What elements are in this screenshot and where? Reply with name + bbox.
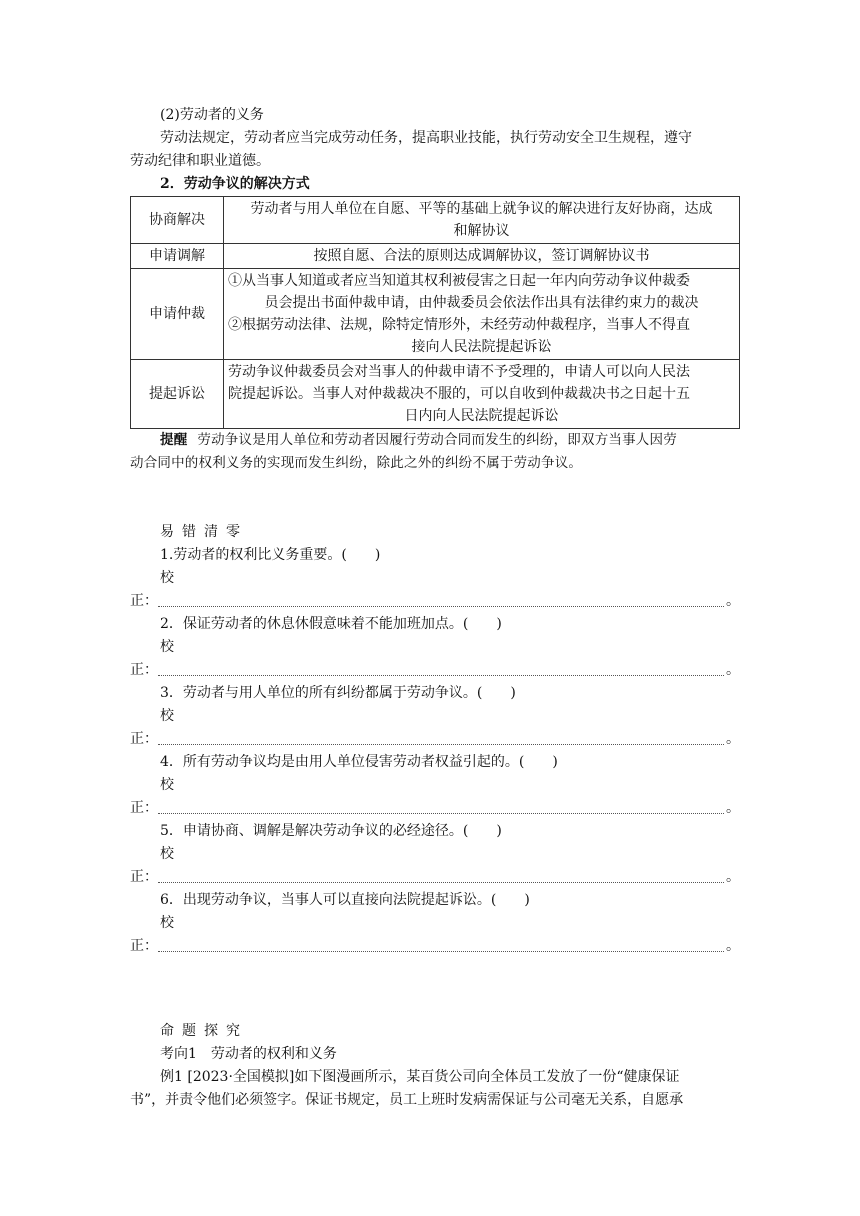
end-mark: 。 xyxy=(726,662,740,678)
error-clear-heading: 易错清零 xyxy=(160,524,248,540)
obligation-body-line1: 劳动法规定，劳动者应当完成劳动任务，提高职业技能，执行劳动安全卫生规程，遵守 xyxy=(160,130,692,146)
cell-line: 员会提出书面仲裁申请，由仲裁委员会依法作出具有法律约束力的裁决 xyxy=(264,295,699,311)
error-item xyxy=(130,820,740,889)
correction-label-top: 校 xyxy=(160,846,174,862)
tip-text: 劳动争议是用人单位和劳动者因履行劳动合同而发生的纠纷，即双方当事人因劳 xyxy=(197,432,677,448)
answer-blank[interactable] xyxy=(158,674,724,676)
error-item xyxy=(130,613,740,682)
table-cell-content xyxy=(224,244,740,269)
table-cell-label: 协商解决 xyxy=(131,197,224,244)
table-cell-label: 申请仲裁 xyxy=(131,269,224,360)
table-cell-content xyxy=(224,197,740,244)
end-mark: 。 xyxy=(726,869,740,885)
tip-label: 提醒 xyxy=(160,432,188,448)
correction-label-top: 校 xyxy=(160,639,174,655)
cell-line: 接向人民法院提起诉讼 xyxy=(411,339,552,355)
end-mark: 。 xyxy=(726,731,740,747)
cell-line: 劳动者与用人单位在自愿、平等的基础上就争议的解决进行友好协商，达成 xyxy=(250,201,713,217)
correction-row[interactable] xyxy=(130,935,740,958)
error-item-text: 4．所有劳动争议均是由用人单位侵害劳动者权益引起的。( ) xyxy=(160,754,558,770)
obligation-body-line2: 劳动纪律和职业道德。 xyxy=(130,153,270,169)
cell-line: 日内向人民法院提起诉讼 xyxy=(404,408,559,424)
error-item-text: 2．保证劳动者的休息休假意味着不能加班加点。( ) xyxy=(160,616,502,632)
correction-label-top: 校 xyxy=(160,570,174,586)
table-row xyxy=(131,197,740,244)
end-mark: 。 xyxy=(726,938,740,954)
dispute-heading: 2．劳动争议的解决方式 xyxy=(160,176,310,192)
correction-row[interactable] xyxy=(130,866,740,889)
answer-blank[interactable] xyxy=(158,950,724,952)
table-cell-label: 申请调解 xyxy=(131,244,224,269)
answer-blank[interactable] xyxy=(158,812,724,814)
inquiry-heading: 命题探究 xyxy=(160,1023,248,1039)
document-page xyxy=(130,104,740,1112)
error-item xyxy=(130,544,740,613)
cell-line: 院提起诉讼。当事人对仲裁裁决不服的，可以自收到仲裁裁决书之日起十五 xyxy=(228,386,690,402)
cell-line: ①从当事人知道或者应当知道其权利被侵害之日起一年内向劳动争议仲裁委 xyxy=(228,273,690,289)
correction-label-bottom: 正： xyxy=(130,662,158,678)
correction-label-top: 校 xyxy=(160,915,174,931)
correction-label-top: 校 xyxy=(160,777,174,793)
error-item xyxy=(130,751,740,820)
end-mark: 。 xyxy=(726,800,740,816)
error-item xyxy=(130,682,740,751)
correction-row[interactable] xyxy=(130,797,740,820)
dispute-table xyxy=(130,196,740,429)
error-item-text: 6．出现劳动争议，当事人可以直接向法院提起诉讼。( ) xyxy=(160,892,530,908)
answer-blank[interactable] xyxy=(158,743,724,745)
table-cell-label: 提起诉讼 xyxy=(131,360,224,429)
example-line1: 例1 [2023·全国模拟]如下图漫画所示，某百货公司向全体员工发放了一份“健康保证 xyxy=(160,1069,680,1085)
correction-label-bottom: 正： xyxy=(130,593,158,609)
cell-line: ②根据劳动法律、法规，除特定情形外，未经劳动仲裁程序，当事人不得直 xyxy=(228,317,690,333)
table-cell-content xyxy=(224,269,740,360)
tip-line1 xyxy=(130,429,740,452)
error-item-text: 5．申请协商、调解是解决劳动争议的必经途径。( ) xyxy=(160,823,502,839)
table-row xyxy=(131,244,740,269)
table-cell-content xyxy=(224,360,740,429)
inquiry-direction: 考向1 劳动者的权利和义务 xyxy=(160,1046,337,1062)
error-item-text: 1.劳动者的权利比义务重要。( ) xyxy=(160,547,381,563)
answer-blank[interactable] xyxy=(158,605,724,607)
error-item xyxy=(130,889,740,958)
correction-row[interactable] xyxy=(130,659,740,682)
cell-line: 劳动争议仲裁委员会对当事人的仲裁申请不予受理的，申请人可以向人民法 xyxy=(228,364,690,380)
correction-row[interactable] xyxy=(130,728,740,751)
correction-row[interactable] xyxy=(130,590,740,613)
correction-label-bottom: 正： xyxy=(130,800,158,816)
end-mark: 。 xyxy=(726,593,740,609)
error-item-text: 3．劳动者与用人单位的所有纠纷都属于劳动争议。( ) xyxy=(160,685,516,701)
table-row xyxy=(131,360,740,429)
obligation-heading: (2)劳动者的义务 xyxy=(160,107,264,123)
example-line2: 书”，并责令他们必须签字。保证书规定，员工上班时发病需保证与公司毫无关系，自愿承 xyxy=(130,1092,684,1108)
correction-label-bottom: 正： xyxy=(130,938,158,954)
cell-line: 按照自愿、合法的原则达成调解协议，签订调解协议书 xyxy=(313,248,650,264)
correction-label-bottom: 正： xyxy=(130,869,158,885)
answer-blank[interactable] xyxy=(158,881,724,883)
correction-label-bottom: 正： xyxy=(130,731,158,747)
tip-line2: 动合同中的权利义务的实现而发生纠纷，除此之外的纠纷不属于劳动争议。 xyxy=(130,455,583,471)
cell-line: 和解协议 xyxy=(453,223,510,239)
table-row xyxy=(131,269,740,360)
correction-label-top: 校 xyxy=(160,708,174,724)
